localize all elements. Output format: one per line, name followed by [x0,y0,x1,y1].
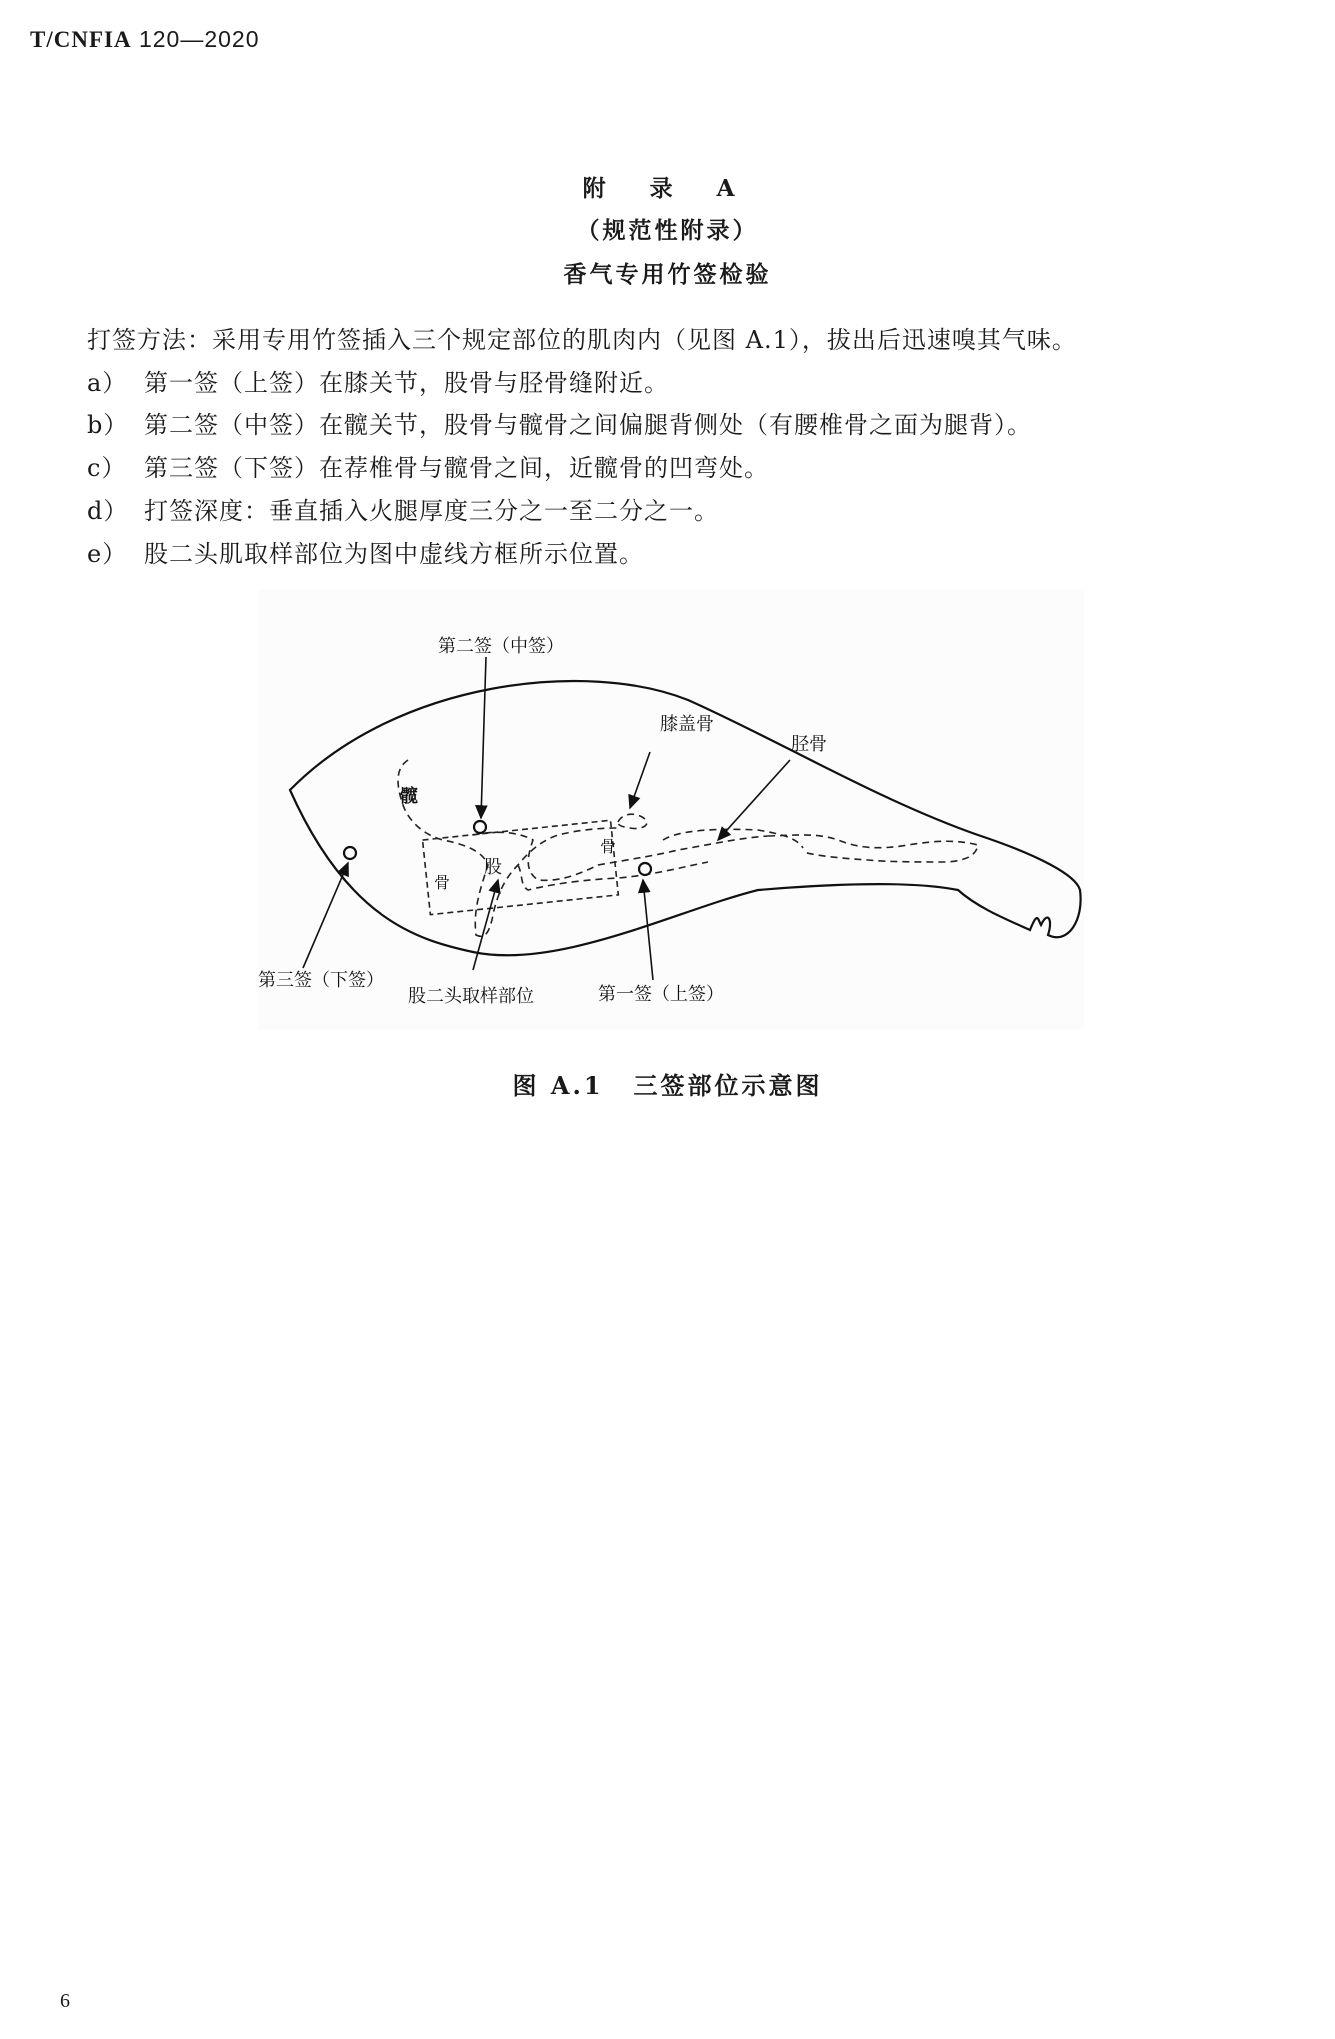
list-item-text: 第二签（中签）在髋关节，股骨与髋骨之间偏腿背侧处（有腰椎骨之面为腿背）。 [144,411,1032,439]
caption-title: 三签部位示意图 [633,1071,823,1100]
appendix-subject: 香气专用竹签检验 [563,261,772,288]
knee-joint-outline [663,829,803,848]
list-item-label: e） [87,540,128,568]
label-hip: 髋 [400,786,418,807]
list-item-text: 第一签（上签）在膝关节，股骨与胫骨缝附近。 [144,369,669,397]
label-bone-left: 骨 [434,873,451,892]
list-item [87,448,769,483]
label-tibia: 胫骨 [791,734,827,755]
hip-bone-outline [398,760,618,936]
second-stick-marker [474,821,486,833]
first-stick-leader [643,880,653,980]
femur-lower-outline [518,862,708,890]
label-patella: 膝盖骨 [660,714,714,735]
appendix-type: （规范性附录） [576,217,759,244]
patella-leader [630,752,650,808]
label-sampling: 股二头取样部位 [408,986,534,1007]
second-stick-leader [481,657,486,818]
list-item [87,363,669,398]
label-femur: 股 [484,857,502,878]
figure-caption [0,1066,1335,1101]
sampling-leader [473,880,498,970]
appendix-title: 附 录 A [582,175,753,202]
document-header [30,26,260,53]
list-item-label: c） [87,454,127,482]
label-bone-right: 骨 [600,837,617,856]
tibia-leader [718,760,790,840]
ham-diagram-figure [258,590,1084,1030]
doc-number: 120—2020 [138,26,260,52]
tibia-outline [768,835,978,862]
intro-paragraph: 打签方法：采用专用竹签插入三个规定部位的肌肉内（见图 A.1），拔出后迅速嗅其气味。 [87,326,1077,354]
list-item-label: b） [87,411,129,439]
first-stick-marker [639,863,651,875]
list-item [87,405,1032,440]
third-stick-marker [344,847,356,859]
list-item-label: d） [87,497,129,525]
list-item-text: 股二头肌取样部位为图中虚线方框所示位置。 [144,540,644,568]
sampling-frame [423,820,619,914]
list-item [87,491,719,526]
list-item-label: a） [87,369,128,397]
label-third-stick: 第三签（下签） [258,970,384,991]
caption-number: 图 A.1 [512,1071,604,1100]
label-second-stick: 第二签（中签） [438,636,564,657]
list-item-text: 第三签（下签）在荐椎骨与髋骨之间，近髋骨的凹弯处。 [144,454,769,482]
ham-diagram [258,590,1084,1030]
femur-outline [473,832,768,880]
patella-outline [618,814,647,828]
list-item-text: 打签深度：垂直插入火腿厚度三分之一至二分之一。 [144,497,719,525]
page-number: 6 [60,1990,70,2012]
label-first-stick: 第一签（上签） [598,984,724,1005]
doc-code: T/CNFIA [30,27,132,52]
list-item [87,534,644,569]
third-stick-leader [303,863,348,968]
